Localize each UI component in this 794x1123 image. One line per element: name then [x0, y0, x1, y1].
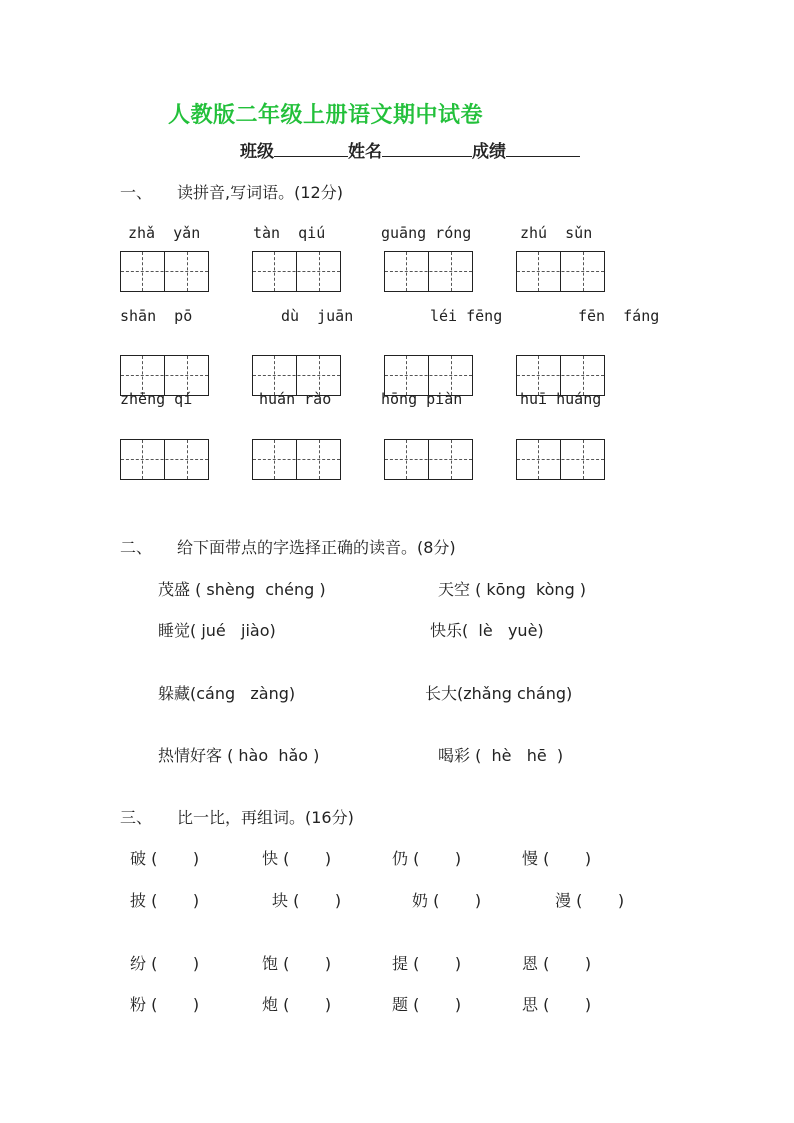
pinyin-1-1: zhǎ yǎn — [128, 224, 201, 242]
reading-item: 天空 ( kōng kòng ) — [438, 580, 587, 599]
class-label: 班级 — [240, 142, 274, 162]
page-title: 人教版二年级上册语文期中试卷 — [168, 102, 484, 128]
pinyin-2-1: shān pō — [120, 307, 193, 325]
section-3-number: 三、 — [120, 808, 153, 827]
compare-item: 恩 ( ) — [522, 954, 592, 973]
section-3-title: 比一比，再组词。(16分) — [177, 808, 354, 827]
writing-grid[interactable] — [120, 251, 209, 292]
compare-item: 纷 ( ) — [130, 954, 200, 973]
writing-grid[interactable] — [252, 439, 341, 480]
reading-item: 长大(zhǎng cháng) — [425, 684, 573, 703]
pinyin-2-3: léi fēng — [430, 307, 503, 325]
pinyin-1-3: guāng róng — [381, 224, 472, 242]
writing-grid[interactable] — [384, 439, 473, 480]
compare-item: 提 ( ) — [392, 954, 462, 973]
reading-item: 躲藏(cáng zàng) — [158, 684, 296, 703]
class-blank[interactable] — [274, 140, 348, 157]
reading-item: 茂盛 ( shèng chéng ) — [158, 580, 326, 599]
compare-item: 题 ( ) — [392, 995, 462, 1014]
section-1-title: 读拼音,写词语。(12分) — [177, 183, 343, 202]
score-label: 成绩 — [472, 142, 506, 162]
writing-grid[interactable] — [516, 251, 605, 292]
compare-item: 仍 ( ) — [392, 849, 462, 868]
reading-item: 喝彩 ( hè hē ) — [438, 746, 564, 765]
name-label: 姓名 — [348, 142, 382, 162]
pinyin-2-4: fēn fáng — [578, 307, 660, 325]
section-2-number: 二、 — [120, 538, 153, 557]
compare-item: 破 ( ) — [130, 849, 200, 868]
compare-item: 漫 ( ) — [555, 891, 625, 910]
compare-item: 炮 ( ) — [262, 995, 332, 1014]
compare-item: 快 ( ) — [262, 849, 332, 868]
pinyin-1-4: zhú sǔn — [520, 224, 593, 242]
compare-item: 奶 ( ) — [412, 891, 482, 910]
compare-item: 思 ( ) — [522, 995, 592, 1014]
reading-item: 热情好客 ( hào hǎo ) — [158, 746, 320, 765]
section-2-title: 给下面带点的字选择正确的读音。(8分) — [177, 538, 456, 557]
pinyin-3-2: huán rào — [259, 390, 332, 408]
pinyin-3-3: hōng piàn — [381, 390, 463, 408]
pinyin-3-4: huī huáng — [520, 390, 602, 408]
compare-item: 饱 ( ) — [262, 954, 332, 973]
student-info-line — [240, 137, 580, 162]
writing-grid[interactable] — [516, 439, 605, 480]
compare-item: 块 ( ) — [272, 891, 342, 910]
reading-item: 睡觉( jué jiào) — [158, 621, 276, 640]
compare-item: 粉 ( ) — [130, 995, 200, 1014]
name-blank[interactable] — [382, 140, 472, 157]
pinyin-1-2: tàn qiú — [253, 224, 326, 242]
compare-item: 慢 ( ) — [522, 849, 592, 868]
writing-grid[interactable] — [384, 251, 473, 292]
pinyin-2-2: dù juān — [281, 307, 354, 325]
writing-grid[interactable] — [252, 251, 341, 292]
score-blank[interactable] — [506, 140, 580, 157]
writing-grid[interactable] — [120, 439, 209, 480]
reading-item: 快乐( lè yuè) — [430, 621, 544, 640]
section-1-number: 一、 — [120, 183, 153, 202]
pinyin-3-1: zhēng qí — [120, 390, 193, 408]
compare-item: 披 ( ) — [130, 891, 200, 910]
